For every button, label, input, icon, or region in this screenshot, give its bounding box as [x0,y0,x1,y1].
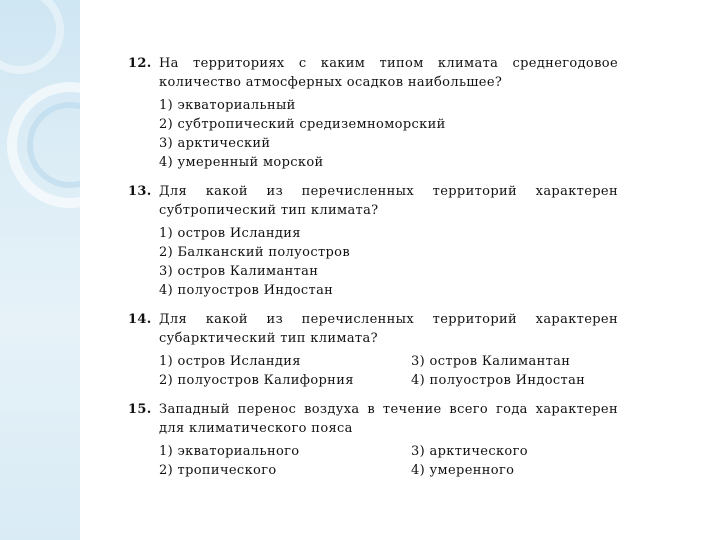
question-number: 13. [128,184,152,199]
answer-option: 3) арктический [159,136,271,151]
question-12 [128,54,618,172]
answer-option: 1) экваториального [159,444,300,459]
answer-option: 4) умеренного [411,463,515,478]
question-number: 12. [128,56,152,71]
question-14 [128,310,618,390]
answer-option: 2) Балканский полуостров [159,245,351,260]
question-text: Западный перенос воздуха в течение всего года характерен для климатического пояса [159,402,618,436]
question-text: Для какой из перечисленных территорий характерен субарктический тип климата? [159,312,618,346]
question-text: Для какой из перечисленных территорий характерен субтропический тип климата? [159,184,618,218]
answer-option: 3) остров Калимантан [411,354,571,369]
question-number: 15. [128,402,152,417]
answer-option: 2) тропического [159,463,277,478]
answer-option: 4) полуостров Индостан [411,373,586,388]
question-13 [128,182,618,300]
decorative-swirl-icon [0,0,80,540]
answer-options [159,442,618,480]
answer-options [159,224,618,300]
answer-option: 4) умеренный морской [159,155,324,170]
answer-option: 1) остров Исландия [159,354,301,369]
question-15 [128,400,618,480]
answer-option: 3) арктического [411,444,528,459]
question-text: На территориях с каким типом климата среднегодовое количество атмосферных осадков наибольшее? [159,56,618,90]
question-number: 14. [128,312,152,327]
answer-option: 2) полуостров Калифорния [159,373,354,388]
answer-option: 1) остров Исландия [159,226,301,241]
decorative-side-strip [0,0,80,540]
answer-option: 2) субтропический средиземноморский [159,117,446,132]
answer-option: 3) остров Калимантан [159,264,319,279]
test-questions [128,54,618,490]
answer-option: 1) экваториальный [159,98,296,113]
answer-option: 4) полуостров Индостан [159,283,334,298]
answer-options [159,96,618,172]
answer-options [159,352,618,390]
